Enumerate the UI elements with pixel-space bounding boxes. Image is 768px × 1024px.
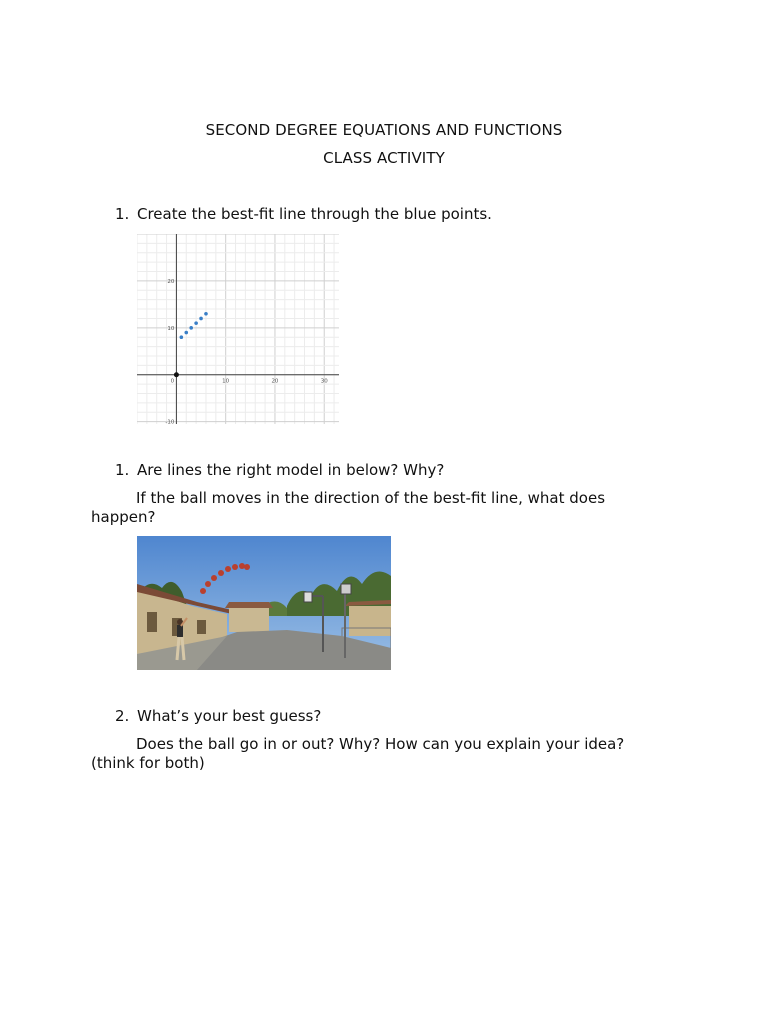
question-2-followup: If the ball moves in the direction of the best-fit line, what does happen? xyxy=(91,489,606,526)
photo-person-shirt xyxy=(177,625,183,637)
page-subtitle: CLASS ACTIVITY xyxy=(323,149,445,167)
origin-point xyxy=(174,372,179,377)
chart-tick-labels xyxy=(165,279,328,424)
photo-backboard xyxy=(304,592,312,602)
photo-door xyxy=(147,612,157,632)
scatter-chart xyxy=(137,234,339,424)
question-text: What’s your best guess? xyxy=(137,707,322,725)
x-tick-label: 30 xyxy=(320,378,328,385)
ball xyxy=(244,564,250,570)
data-point xyxy=(189,326,193,330)
ball xyxy=(205,581,211,587)
page-title: SECOND DEGREE EQUATIONS AND FUNCTIONS xyxy=(205,121,563,139)
question-text: Create the best-fit line through the blue points. xyxy=(137,205,492,223)
ball xyxy=(211,575,217,581)
data-point xyxy=(184,331,188,335)
photo-building-middle xyxy=(229,608,269,632)
ball xyxy=(218,570,224,576)
x-tick-label: 10 xyxy=(222,378,230,385)
photo-roof-middle xyxy=(225,602,273,608)
photo-person-leg xyxy=(182,637,184,660)
photo-backboard-2 xyxy=(341,584,351,594)
data-point xyxy=(204,312,208,316)
y-tick-label: 10 xyxy=(167,325,175,332)
photo-building-right xyxy=(349,606,391,636)
chart-points xyxy=(174,312,208,377)
question-number: 1. xyxy=(115,205,130,223)
y-tick-label: 20 xyxy=(167,278,175,285)
ball xyxy=(239,563,245,569)
data-point xyxy=(180,335,184,339)
question-3-followup: Does the ball go in or out? Why? How can you explain your idea? (think for both) xyxy=(91,735,625,772)
ball xyxy=(200,588,206,594)
data-point xyxy=(199,317,203,321)
question-1 xyxy=(115,205,492,224)
question-number: 1. xyxy=(115,461,130,479)
question-text: Are lines the right model in below? Why? xyxy=(137,461,445,479)
basketball-photo xyxy=(137,536,391,670)
question-number: 2. xyxy=(115,707,130,725)
ball xyxy=(232,564,238,570)
question-2 xyxy=(115,461,444,480)
photo-person-leg xyxy=(177,637,179,660)
question-3 xyxy=(115,707,321,726)
data-point xyxy=(194,321,198,325)
x-tick-label: 0 xyxy=(170,378,175,385)
ball xyxy=(225,566,231,572)
y-tick-label: -10 xyxy=(165,419,175,424)
x-tick-label: 20 xyxy=(271,378,279,385)
photo-door xyxy=(197,620,206,634)
